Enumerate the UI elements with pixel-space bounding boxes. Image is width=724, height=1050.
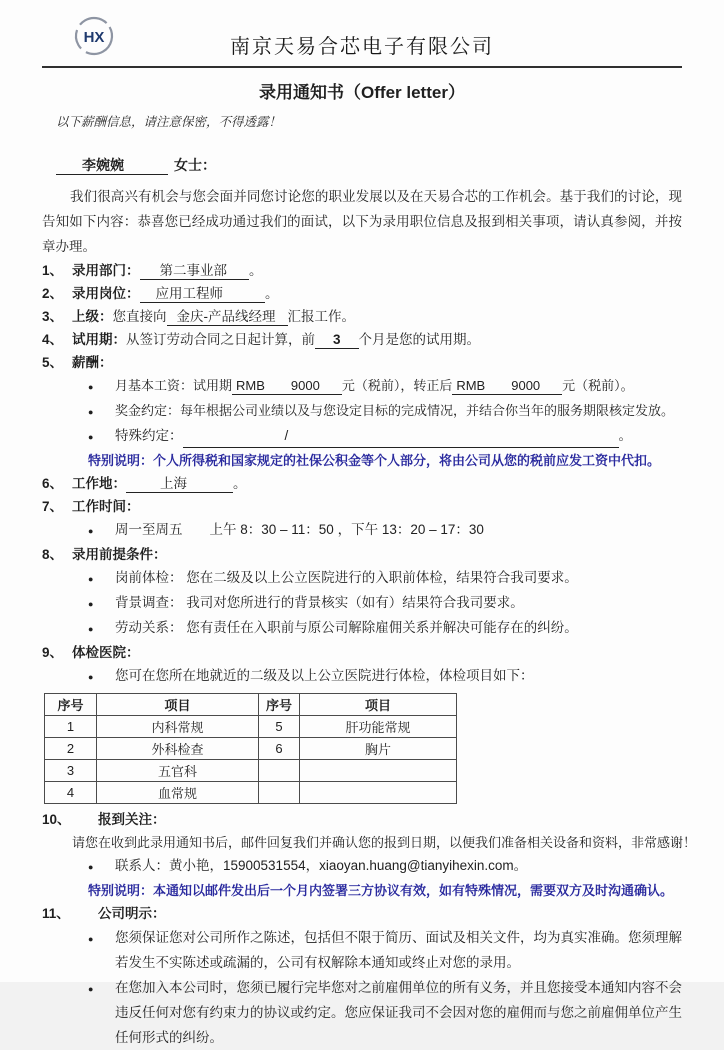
item-number: 4、 — [42, 332, 64, 347]
column-header: 项目 — [300, 694, 457, 716]
table-row — [45, 738, 457, 760]
table-cell: 内科常规 — [97, 716, 259, 738]
item-pre-text: 从签订劳动合同之日起计算，前 — [126, 332, 315, 347]
item-number: 10、 — [42, 812, 71, 827]
blank-underline: / — [183, 424, 619, 448]
medical-exam-text: 您可在您所在地就近的二级及以上公立医院进行体检，体检项目如下： — [115, 668, 534, 683]
item-label: 录用前提条件： — [72, 547, 167, 562]
item-position — [42, 282, 682, 305]
item-label: 工作时间： — [72, 499, 140, 514]
item-label: 公司明示： — [98, 906, 166, 921]
special-agreement-label: 特殊约定： — [115, 428, 183, 443]
item-probation — [42, 328, 682, 351]
probation-salary-value: RMB 9000 — [232, 378, 342, 395]
bonus-bullet — [88, 399, 682, 424]
logo-text: HX — [83, 29, 105, 46]
position-value: 应用工程师 — [140, 286, 266, 303]
table-cell: 血常规 — [97, 782, 259, 804]
item-onboarding — [42, 808, 682, 831]
medical-exam-table — [44, 693, 457, 804]
item-tail: 。 — [249, 263, 263, 278]
item-medical-hospital — [42, 641, 682, 664]
item-label: 录用岗位： — [72, 286, 140, 301]
item-label: 报到关注： — [98, 812, 166, 827]
bullet-icon: ● — [88, 526, 94, 536]
probation-months-value: 3 — [315, 332, 359, 349]
item-number: 3、 — [42, 309, 64, 324]
salary-label: 月基本工资：试用期 — [115, 378, 233, 393]
table-cell: 3 — [45, 760, 97, 782]
column-header: 序号 — [45, 694, 97, 716]
bullet-icon: ● — [88, 862, 94, 872]
precondition-text: 岗前体检： 您在二级及以上公立医院进行的入职前体检，结果符合我司要求。 — [115, 570, 578, 585]
company-logo — [72, 14, 116, 58]
contact-info: 联系人：黄小艳，15900531554，xiaoyan.huang@tianyihexin.com。 — [115, 858, 528, 873]
company-statement-bullet — [88, 925, 682, 975]
onboarding-paragraph: 请您在收到此录用通知书后，邮件回复我们并确认您的报到日期，以便我们准备相关设备和资料，非常感谢！ — [72, 835, 697, 850]
company-statement-text: 您须保证您对公司所作之陈述，包括但不限于简历、面试及相关文件，均为真实准确。您须理解若发生不实陈述或疏漏的，公司有权解除本通知或终止对您的录用。 — [115, 930, 682, 970]
salutation — [56, 155, 682, 175]
validity-special-note: 特别说明：本通知以邮件发出后一个月内签署三方协议有效，如有特殊情况，需要双方及时沟通确认。 — [88, 883, 674, 898]
item-number: 2、 — [42, 286, 64, 301]
supervisor-value: 金庆-产品线经理 — [167, 309, 288, 326]
table-cell: 肝功能常规 — [300, 716, 457, 738]
table-cell — [259, 760, 300, 782]
item-number: 5、 — [42, 355, 64, 370]
page-title: 录用通知书（Offer letter） — [259, 83, 465, 102]
bullet-icon: ● — [88, 599, 94, 609]
item-tail: 汇报工作。 — [287, 309, 355, 324]
bullet-icon: ● — [88, 984, 94, 994]
table-cell — [300, 782, 457, 804]
precondition-bullet — [88, 616, 682, 641]
document-header — [42, 0, 682, 68]
bullet-icon: ● — [88, 432, 94, 442]
item-salary-heading — [42, 351, 682, 374]
table-cell: 五官科 — [97, 760, 259, 782]
table-cell: 5 — [259, 716, 300, 738]
regular-salary-value: RMB 9000 — [452, 378, 562, 395]
item-label: 上级： — [72, 309, 113, 324]
item-company-statement — [42, 902, 682, 925]
precondition-bullet — [88, 591, 682, 616]
item-preconditions — [42, 543, 682, 566]
tax-special-note: 特别说明：个人所得税和国家规定的社保公积金等个人部分，将由公司从您的税前应发工资中代扣。 — [88, 453, 661, 468]
item-tail: 。 — [618, 428, 632, 443]
table-cell — [259, 782, 300, 804]
precondition-text: 背景调查： 我司对您所进行的背景核实（如有）结果符合我司要求。 — [115, 595, 524, 610]
item-tail: 个月是您的试用期。 — [358, 332, 481, 347]
item-supervisor — [42, 305, 682, 328]
table-cell — [300, 760, 457, 782]
item-label: 工作地： — [72, 476, 126, 491]
item-label: 体检医院： — [72, 645, 140, 660]
item-number: 7、 — [42, 499, 64, 514]
table-row — [45, 760, 457, 782]
item-number: 6、 — [42, 476, 64, 491]
table-cell: 胸片 — [300, 738, 457, 760]
table-cell: 6 — [259, 738, 300, 760]
table-cell: 2 — [45, 738, 97, 760]
table-cell: 外科检查 — [97, 738, 259, 760]
special-agreement-bullet — [88, 424, 682, 449]
table-row — [45, 716, 457, 738]
company-name: 南京天易合芯电子有限公司 — [230, 36, 494, 58]
column-header: 序号 — [259, 694, 300, 716]
item-label: 试用期： — [72, 332, 126, 347]
confidential-notice: 以下薪酬信息，请注意保密，不得透露！ — [56, 115, 282, 129]
bonus-text: 奖金约定：每年根据公司业绩以及与您设定目标的完成情况，并结合你当年的服务期限核定发放。 — [115, 403, 675, 418]
precondition-bullet — [88, 566, 682, 591]
item-department — [42, 259, 682, 282]
item-label: 薪酬： — [72, 355, 113, 370]
intro-paragraph: 我们很高兴有机会与您会面并同您讨论您的职业发展以及在天易合芯的工作机会。基于我们的讨论，现告知如下内容：恭喜您已经成功通过我们的面试，以下为录用职位信息及报到相关事项，请认真参阅，并按章办理。 — [42, 189, 682, 254]
contact-bullet — [88, 854, 682, 879]
table-cell: 1 — [45, 716, 97, 738]
hx-logo-icon — [72, 14, 116, 58]
bullet-icon: ● — [88, 672, 94, 682]
company-statement-bullet — [88, 975, 682, 1050]
precondition-text: 劳动关系： 您有责任在入职前与原公司解除雇佣关系并解决可能存在的纠纷。 — [115, 620, 578, 635]
salary-mid-text: 元（税前），转正后 — [341, 378, 453, 393]
column-header: 项目 — [97, 694, 259, 716]
item-tail: 。 — [233, 476, 247, 491]
salutation-suffix: 女士： — [174, 157, 216, 173]
work-location-value: 上海 — [126, 476, 233, 493]
company-statement-text: 在您加入本公司时，您须已履行完毕您对之前雇佣单位的所有义务，并且您接受本通知内容不会违反任何对您有约束力的协议或约定。您应保证我司不会因对您的雇佣而与您之前雇佣单位产生任何形式的纠纷。 — [115, 980, 682, 1045]
bullet-icon: ● — [88, 574, 94, 584]
item-number: 9、 — [42, 645, 64, 660]
item-number: 1、 — [42, 263, 64, 278]
item-tail: 。 — [265, 286, 279, 301]
bullet-icon: ● — [88, 382, 94, 392]
recipient-name: 李婉婉 — [56, 157, 168, 175]
work-hours-bullet — [88, 518, 682, 543]
bullet-icon: ● — [88, 624, 94, 634]
table-cell: 4 — [45, 782, 97, 804]
item-number: 8、 — [42, 547, 64, 562]
item-work-location — [42, 472, 682, 495]
department-value: 第二事业部 — [140, 263, 250, 280]
bullet-icon: ● — [88, 407, 94, 417]
salary-bullet — [88, 374, 682, 399]
table-header-row — [45, 694, 457, 716]
item-label: 录用部门： — [72, 263, 140, 278]
salary-tail: 元（税前）。 — [562, 378, 634, 393]
item-number: 11、 — [42, 906, 70, 921]
work-schedule-text: 周一至周五 上午 8：30 – 11：50 ，下午 13：20 – 17：30 — [115, 522, 484, 537]
medical-exam-bullet — [88, 664, 682, 689]
item-pre-text: 您直接向 — [112, 309, 167, 324]
bullet-icon: ● — [88, 934, 94, 944]
table-row — [45, 782, 457, 804]
item-work-hours — [42, 495, 682, 518]
